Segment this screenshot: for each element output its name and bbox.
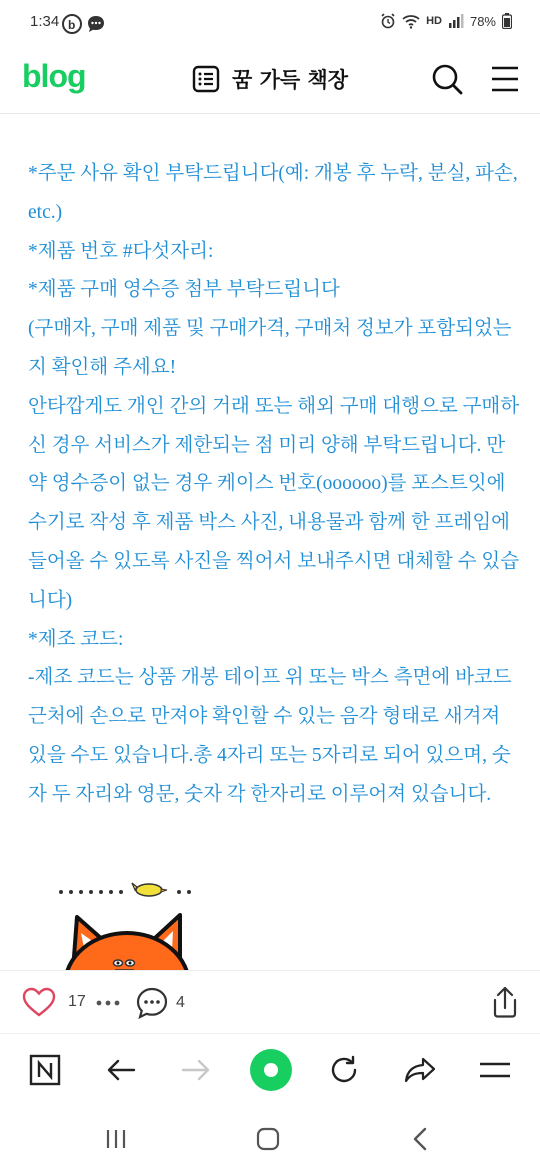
back-button[interactable] bbox=[101, 1050, 141, 1090]
comment-button[interactable] bbox=[136, 987, 185, 1019]
recent-apps-icon bbox=[104, 1128, 128, 1150]
arrow-right-icon bbox=[181, 1058, 211, 1082]
refresh-button[interactable] bbox=[324, 1050, 364, 1090]
search-button[interactable] bbox=[430, 62, 464, 96]
alarm-icon bbox=[380, 13, 396, 29]
naver-home-button[interactable] bbox=[25, 1050, 65, 1090]
blog-title-wrap[interactable] bbox=[192, 64, 348, 94]
blog-app-icon bbox=[62, 14, 82, 38]
list-icon bbox=[192, 65, 220, 93]
chat-notification-icon bbox=[86, 14, 106, 38]
blog-header bbox=[0, 48, 540, 114]
signal-icon bbox=[448, 14, 464, 28]
status-bar bbox=[0, 0, 540, 48]
svg-text:b: b bbox=[68, 18, 76, 32]
more-button[interactable] bbox=[96, 999, 120, 1007]
status-time: 1:34 bbox=[30, 13, 60, 30]
forward-button[interactable] bbox=[176, 1050, 216, 1090]
share-icon bbox=[490, 985, 520, 1019]
menu-button[interactable] bbox=[490, 62, 524, 96]
paragraph-code-description: -제조 코드는 상품 개봉 테이프 위 또는 박스 측면에 바코드 근처에 손으로 만져야 확인할 수 있는 음각 형태로 새겨져 있을 수도 있습니다.총 4자리 또는 5자리로 되어 있으며, 숫자 두 자리와 영문, 숫자 각 한자리로 이루어져 있습니다. bbox=[28, 667, 512, 805]
hamburger-icon bbox=[490, 62, 520, 96]
share-button[interactable] bbox=[490, 985, 520, 1019]
post-body bbox=[28, 155, 520, 815]
heart-icon bbox=[22, 987, 56, 1017]
comment-count: 4 bbox=[176, 994, 185, 1011]
home-icon bbox=[256, 1127, 280, 1151]
paragraph-order-reason: *주문 사유 확인 부탁드립니다(예: 개봉 후 누락, 분실, 파손, etc.) bbox=[28, 163, 518, 223]
refresh-icon bbox=[328, 1054, 360, 1086]
battery-percent: 78% bbox=[469, 13, 496, 29]
chevron-left-icon bbox=[411, 1127, 429, 1151]
network-label: HD bbox=[426, 15, 442, 27]
bird-icon bbox=[132, 883, 167, 896]
recent-apps-button[interactable] bbox=[96, 1122, 136, 1156]
paragraph-product-number: *제품 번호 #다섯자리: bbox=[28, 240, 214, 262]
paragraph-manufacture-code: *제조 코드: bbox=[28, 628, 124, 650]
like-button[interactable] bbox=[22, 987, 86, 1017]
comment-icon bbox=[136, 987, 168, 1019]
share-page-button[interactable] bbox=[400, 1050, 440, 1090]
naver-n-icon bbox=[29, 1054, 61, 1086]
home-button[interactable] bbox=[248, 1122, 288, 1156]
fox-sticker-image bbox=[55, 875, 215, 975]
status-right bbox=[380, 13, 512, 29]
paragraph-receipt-details: (구매자, 구매 제품 및 구매가격, 구매처 정보가 포함되었는지 확인해 주세요! bbox=[28, 318, 512, 378]
green-dot-button[interactable] bbox=[248, 1047, 294, 1093]
system-navigation-bar bbox=[0, 1106, 540, 1170]
green-circle-icon bbox=[249, 1048, 293, 1092]
browser-menu-button[interactable] bbox=[475, 1050, 515, 1090]
paragraph-receipt-request: *제품 구매 영수증 첨부 부탁드립니다 bbox=[28, 279, 340, 301]
system-back-button[interactable] bbox=[400, 1122, 440, 1156]
blog-title: 꿈 가득 책장 bbox=[232, 68, 349, 92]
wifi-icon bbox=[402, 13, 420, 29]
battery-icon bbox=[502, 13, 512, 29]
share-arrow-icon bbox=[404, 1056, 436, 1084]
more-dots-icon bbox=[96, 999, 120, 1007]
browser-toolbar bbox=[0, 1034, 540, 1106]
blog-logo[interactable]: blog bbox=[22, 58, 86, 94]
like-count: 17 bbox=[68, 993, 86, 1010]
menu-lines-icon bbox=[479, 1060, 511, 1080]
arrow-left-icon bbox=[106, 1058, 136, 1082]
paragraph-service-notice: 안타깝게도 개인 간의 거래 또는 해외 구매 대행으로 구매하신 경우 서비스가 제한되는 점 미리 양해 부탁드립니다. 만약 영수증이 없는 경우 케이스 번호(oooooo)를 포스트잇에 수기로 작성 후 제품 박스 사진, 내용물과 함께 한 프레임에 들어올 수 있도록 사진을 찍어서 보내주시면 대체할 수 있습니다) bbox=[28, 395, 520, 611]
search-icon bbox=[430, 62, 464, 96]
post-action-bar bbox=[0, 970, 540, 1034]
